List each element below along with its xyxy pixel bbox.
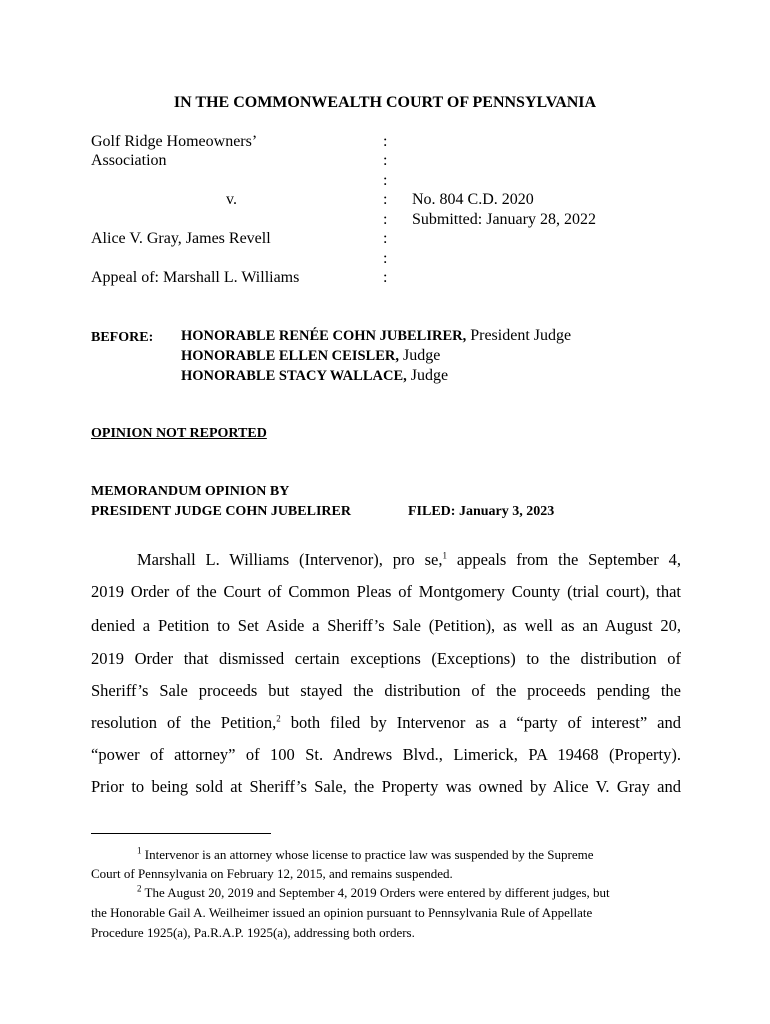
plaintiff-name-line1: Golf Ridge Homeowners’ xyxy=(91,133,258,150)
appeal-of-line: Appeal of: Marshall L. Williams xyxy=(91,269,300,286)
footnote-text: Intervenor is an attorney whose license to practice law was suspended by the Supreme xyxy=(141,847,594,862)
body-line xyxy=(137,550,681,570)
caption-colon: : xyxy=(383,172,388,189)
body-line: 2019 Order of the Court of Common Pleas of Montgomery County (trial court), that xyxy=(91,582,681,601)
caption-colon: : xyxy=(383,250,388,267)
plaintiff-name-line2: Association xyxy=(91,152,167,169)
caption-colon: : xyxy=(383,269,388,286)
court-title: IN THE COMMONWEALTH COURT OF PENNSYLVANIA xyxy=(173,94,597,111)
judge-name: HONORABLE RENÉE COHN JUBELIRER, xyxy=(181,328,467,344)
defendants-names: Alice V. Gray, James Revell xyxy=(91,230,271,247)
caption-colon: : xyxy=(383,230,388,247)
submitted-date: Submitted: January 28, 2022 xyxy=(412,211,596,228)
footnote-mark-2: 2 xyxy=(137,883,142,894)
caption-colon: : xyxy=(383,152,388,169)
footnote-2-line2: the Honorable Gail A. Weilheimer issued an opinion pursuant to Pennsylvania Rule of Appellate xyxy=(91,905,593,920)
footnote-text: The August 20, 2019 and September 4, 2019 Orders were entered by different judges, but xyxy=(141,885,610,900)
judge-role: Judge xyxy=(398,347,441,364)
memorandum-heading-line2: PRESIDENT JUDGE COHN JUBELIRER xyxy=(91,504,351,519)
opinion-status: OPINION NOT REPORTED xyxy=(91,426,267,441)
body-text: Marshall L. Williams (Intervenor), pro se, xyxy=(137,550,443,569)
versus-label: v. xyxy=(226,191,237,208)
judge-name: HONORABLE ELLEN CEISLER, xyxy=(181,348,399,364)
judge-role: President Judge xyxy=(466,327,572,344)
footnote-1-line1 xyxy=(137,847,681,863)
footnote-divider xyxy=(91,833,271,834)
footnote-ref-1[interactable]: 1 xyxy=(442,550,447,561)
filed-date: FILED: January 3, 2023 xyxy=(408,504,555,519)
footnote-1-line2: Court of Pennsylvania on February 12, 2015, and remains suspended. xyxy=(91,866,453,881)
judge-line xyxy=(181,327,571,345)
memorandum-heading-line1: MEMORANDUM OPINION BY xyxy=(91,484,290,499)
footnote-2-line3: Procedure 1925(a), Pa.R.A.P. 1925(a), addressing both orders. xyxy=(91,925,415,940)
body-line xyxy=(91,713,681,733)
caption-colon: : xyxy=(383,133,388,150)
judge-name: HONORABLE STACY WALLACE, xyxy=(181,368,407,384)
caption-colon: : xyxy=(383,191,388,208)
footnote-2-line1 xyxy=(137,885,681,901)
judge-line xyxy=(181,347,440,365)
body-line: 2019 Order that dismissed certain exceptions (Exceptions) to the distribution of xyxy=(91,649,681,668)
body-line: “power of attorney” of 100 St. Andrews Blvd., Limerick, PA 19468 (Property). xyxy=(91,745,681,764)
body-text: resolution of the Petition, xyxy=(91,713,277,732)
body-text: both filed by Intervenor as a “party of interest” and xyxy=(280,713,681,732)
body-line: denied a Petition to Set Aside a Sheriff’s Sale (Petition), as well as an August 20, xyxy=(91,616,681,635)
judge-line xyxy=(181,367,448,385)
body-text: appeals from the September 4, xyxy=(446,550,681,569)
footnote-ref-2[interactable]: 2 xyxy=(276,713,281,724)
body-line: Sheriff’s Sale proceeds but stayed the distribution of the proceeds pending the xyxy=(91,681,681,700)
docket-number: No. 804 C.D. 2020 xyxy=(412,191,534,208)
body-line: Prior to being sold at Sheriff’s Sale, the Property was owned by Alice V. Gray and xyxy=(91,777,681,796)
caption-colon: : xyxy=(383,211,388,228)
before-label: BEFORE: xyxy=(91,330,154,345)
judge-role: Judge xyxy=(406,367,449,384)
footnote-mark-1: 1 xyxy=(137,845,142,856)
